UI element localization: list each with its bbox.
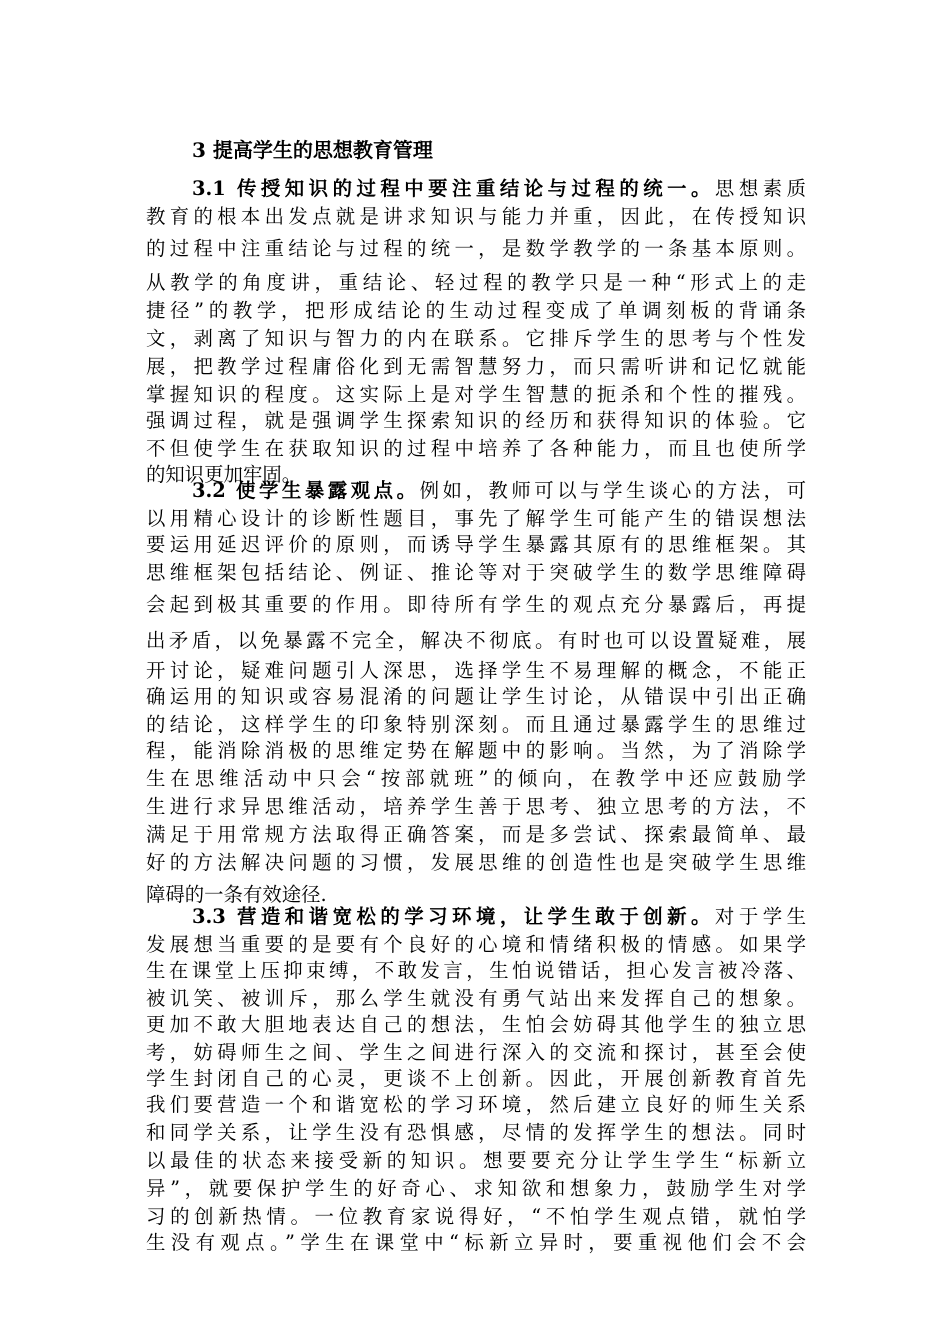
paragraph-line: 程，能消除消极的思维定势在解题中的影响。当然，为了消除学 xyxy=(146,739,806,762)
paragraph-line: 生没有观点。”学生在课堂中“标新立异时，要重视他们会不会 xyxy=(146,1231,806,1254)
paragraph-line: 不但使学生在获取知识的过程中培养了各种能力，而且也使所学 xyxy=(146,437,806,460)
paragraph-line: 障碍的一条有效途径. xyxy=(146,883,327,906)
paragraph-line: 掌握知识的程度。这实际上是对学生智慧的扼杀和个性的摧残。 xyxy=(146,383,806,406)
paragraph-line: 确运用的知识或容易混淆的问题让学生讨论，从错误中引出正确 xyxy=(146,685,806,708)
paragraph-line: 以用精心设计的诊断性题目，事先了解学生可能产生的错误想法 xyxy=(146,507,806,530)
paragraph-line: 好的方法解决问题的习惯，发展思维的创造性也是突破学生思维 xyxy=(146,851,806,874)
paragraph-line: 思维框架包括结论、例证、推论等对于突破学生的数学思维障碍 xyxy=(146,561,806,584)
paragraph-line: 习的创新热情。一位教育家说得好，“不怕学生观点错，就怕学 xyxy=(146,1205,806,1228)
paragraph-line: 的知识更加牢固。 xyxy=(146,463,302,486)
paragraph-line: 会起到极其重要的作用。即待所有学生的观点充分暴露后，再提 xyxy=(146,593,806,616)
paragraph-line: 展，把教学过程庸俗化到无需智慧努力，而只需听讲和记忆就能 xyxy=(146,355,806,378)
paragraph-line: 生在课堂上压抑束缚，不敢发言，生怕说错话，担心发言被冷落、 xyxy=(146,959,806,982)
paragraph-line: 要运用延迟评价的原则，而诱导学生暴露其原有的思维框架。其 xyxy=(146,533,806,556)
paragraph-text: 思想素质 xyxy=(714,177,806,200)
paragraph-line: 更加不敢大胆地表达自己的想法，生怕会妨碍其他学生的独立思 xyxy=(146,1013,806,1036)
paragraph-line: 被讥笑、被训斥，那么学生就没有勇气站出来发挥自己的想象。 xyxy=(146,987,806,1010)
paragraph-text: 对于学生 xyxy=(714,905,806,928)
paragraph-line: 异”，就要保护学生的好奇心、求知欲和想象力，鼓励学生对学 xyxy=(146,1177,806,1200)
paragraph-line: 的结论，这样学生的印象特别深刻。而且通过暴露学生的思维过 xyxy=(146,713,806,736)
paragraph-line: 从教学的角度讲，重结论、轻过程的教学只是一种“形式上的走 xyxy=(146,271,806,294)
paragraph-line: 满足于用常规方法取得正确答案，而是多尝试、探索最简单、最 xyxy=(146,823,806,846)
paragraph-line: 发展想当重要的是要有个良好的心境和情绪积极的情感。如果学 xyxy=(146,933,806,956)
subsection-heading: 3.3 营造和谐宽松的学习环境，让学生敢于创新。 xyxy=(192,905,715,928)
paragraph-line: 学生封闭自己的心灵，更谈不上创新。因此，开展创新教育首先 xyxy=(146,1067,806,1090)
paragraph-line: 强调过程，就是强调学生探索知识的经历和获得知识的体验。它 xyxy=(146,409,806,432)
subsection-heading: 3.1 传授知识的过程中要注重结论与过程的统一。 xyxy=(192,177,715,200)
section-heading: 3 提高学生的思想教育管理 xyxy=(192,138,433,162)
paragraph-line: 和同学关系，让学生没有恐惧感，尽情的发挥学生的想法。同时 xyxy=(146,1121,806,1144)
paragraph-line: 教育的根本出发点就是讲求知识与能力并重，因此，在传授知识 xyxy=(146,205,806,228)
paragraph-line: 的过程中注重结论与过程的统一，是数学教学的一条基本原则。 xyxy=(146,237,806,260)
paragraph-line: 出矛盾，以免暴露不完全，解决不彻底。有时也可以设置疑难，展 xyxy=(146,629,806,652)
paragraph-line: 文，剥离了知识与智力的内在联系。它排斥学生的思考与个性发 xyxy=(146,327,806,350)
paragraph-line: 捷径”的教学，把形成结论的生动过程变成了单调刻板的背诵条 xyxy=(146,299,806,322)
paragraph-line: 开讨论，疑难问题引人深思，选择学生不易理解的概念，不能正 xyxy=(146,659,806,682)
paragraph-line: 考，妨碍师生之间、学生之间进行深入的交流和探讨，甚至会使 xyxy=(146,1041,806,1064)
paragraph-first-line xyxy=(192,904,806,930)
paragraph-first-line xyxy=(192,478,806,504)
paragraph-line: 我们要营造一个和谐宽松的学习环境，然后建立良好的师生关系 xyxy=(146,1093,806,1116)
paragraph-line: 生进行求异思维活动，培养学生善于思考、独立思考的方法，不 xyxy=(146,795,806,818)
paragraph-line: 生在思维活动中只会“按部就班”的倾向，在教学中还应鼓励学 xyxy=(146,767,806,790)
paragraph-first-line xyxy=(192,176,806,202)
subsection-heading: 3.2 使学生暴露观点。 xyxy=(192,479,420,502)
paragraph-line: 以最佳的状态来接受新的知识。想要要充分让学生学生“标新立 xyxy=(146,1149,806,1172)
paragraph-text: 例如，教师可以与学生谈心的方法，可 xyxy=(419,479,806,502)
